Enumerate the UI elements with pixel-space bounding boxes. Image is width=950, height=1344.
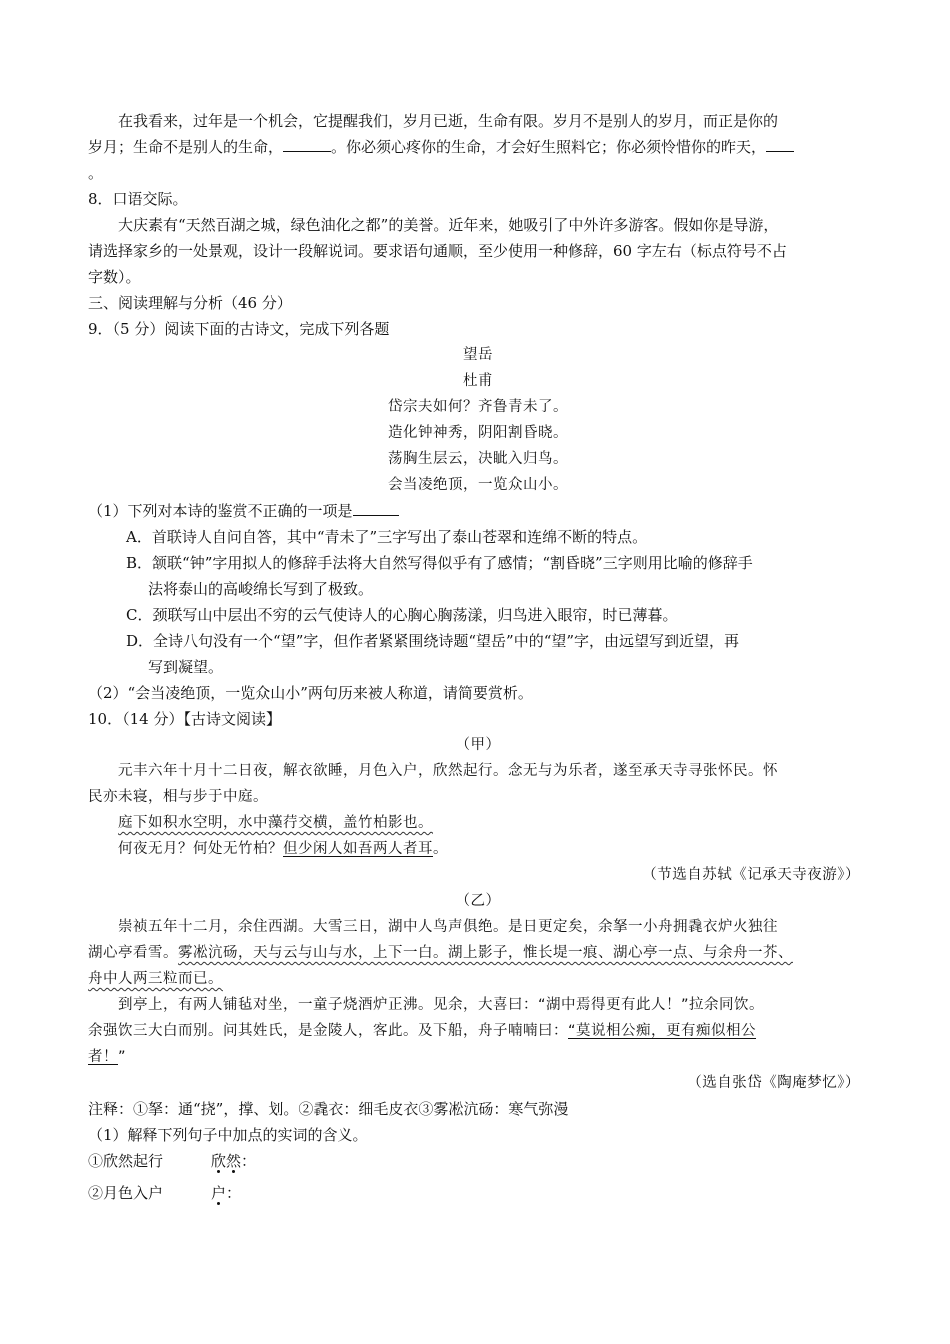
poem-title: 望岳 (463, 347, 493, 363)
text-line (88, 966, 868, 992)
option-d[interactable]: D．全诗八句没有一个“望”字，但作者紧紧围绕诗题“望岳”中的“望”字，由远望写到近望，再 (126, 632, 740, 650)
underlined-text: “莫说相公痴，更有痴似相公 (568, 1023, 757, 1039)
question-heading: 10．（14 分）【古诗文阅读】 (88, 710, 281, 728)
text-line: 字数）。 (88, 268, 141, 286)
question-heading: 9．（5 分）阅读下面的古诗文，完成下列各题 (88, 320, 390, 338)
dotted-char: 然 (226, 1152, 242, 1170)
annotation-note: 注释：①拏：通“挠”，撑、划。②毳衣：细毛皮衣③雾凇沆砀：寒气弥漫 (88, 1100, 569, 1118)
text-line: 元丰六年十月十二日夜，解衣欲睡，月色入户，欣然起行。念无与为乐者，遂至承天寺寻张怀民。怀 (118, 763, 778, 779)
text-span: ①欣然起行 (88, 1152, 164, 1170)
wavy-underlined-text: 庭下如积水空明，水中藻荇交横，盖竹柏影也。 (118, 815, 433, 831)
text-span: ” (118, 1049, 127, 1065)
answer-blank[interactable] (766, 134, 794, 152)
answer-blank[interactable] (283, 134, 331, 152)
option-a[interactable]: A．首联诗人自问自答，其中“青未了”三字写出了泰山苍翠和连绵不断的特点。 (126, 528, 648, 546)
section-heading: 三、阅读理解与分析（46 分） (88, 294, 292, 312)
wavy-underlined-text: 雾凇沆砀，天与云与山与水，上下一白。湖上影子，惟长堤一痕、湖心亭一点、与余舟一芥、 (178, 945, 793, 961)
vocab-item (88, 1148, 868, 1174)
poem-line: 造化钟神秀，阴阳割昏晓。 (388, 425, 568, 441)
text-span: 岁月；生命不是别人的生命， (88, 138, 284, 156)
text-span: ： (226, 1184, 242, 1202)
sub-question: （2）“会当凌绝顶，一览众山小”两句历来被人称道，请简要赏析。 (88, 684, 533, 702)
text-span: 余强饮三大白而别。问其姓氏，是金陵人，客此。及下船，舟子喃喃曰： (88, 1023, 568, 1039)
underlined-text: 但少闲人如吾两人者耳 (283, 841, 433, 857)
poem-line: 会当凌绝顶，一览众山小。 (388, 477, 568, 493)
text-line (88, 1018, 868, 1044)
passage-label: （甲） (455, 737, 501, 753)
text-span: 何夜无月？何处无竹柏？ (118, 841, 283, 857)
text-line: 请选择家乡的一处景观，设计一段解说词。要求语句通顺，至少使用一种修辞，60 字左右（标点符号不占 (88, 242, 787, 260)
text-line (88, 836, 868, 862)
source-citation: （节选自苏轼《记承天寺夜游》） (642, 867, 860, 883)
text-span: （1）下列对本诗的鉴赏不正确的一项是 (88, 502, 353, 520)
question-heading: 8．口语交际。 (88, 190, 188, 208)
text-line: 民亦未寝，相与步于中庭。 (88, 789, 268, 805)
text-line: 到亭上，有两人铺毡对坐，一童子烧酒炉正沸。见余，大喜曰：“湖中焉得更有此人！”拉余同饮。 (118, 997, 765, 1013)
poem-line: 荡胸生层云，决眦入归鸟。 (388, 451, 568, 467)
sub-question: （1）解释下列句子中加点的实词的含义。 (88, 1126, 368, 1144)
option-b-cont: 法将泰山的高峻绵长写到了极致。 (148, 580, 374, 598)
source-citation: （选自张岱《陶庵梦忆》） (687, 1075, 860, 1091)
exam-page (88, 108, 868, 1206)
vocab-item (88, 1180, 868, 1206)
dotted-char: 户 (211, 1184, 227, 1202)
text-span: 湖心亭看雪。 (88, 945, 178, 961)
text-line (88, 810, 868, 836)
text-line (88, 134, 868, 160)
text-line: 大庆素有“天然百湖之城，绿色油化之都”的美誉。近年来，她吸引了中外许多游客。假如你是导游， (118, 216, 779, 234)
text-span: ： (241, 1152, 257, 1170)
text-span: 。你必须心疼你的生命，才会好生照料它；你必须怜惜你的昨天， (331, 138, 767, 156)
text-line (88, 940, 868, 966)
wavy-underlined-text: 舟中人两三粒而已。 (88, 971, 223, 987)
passage-label: （乙） (455, 893, 501, 909)
text-line: 崇祯五年十二月，余住西湖。大雪三日，湖中人鸟声俱绝。是日更定矣，余拏一小舟拥毳衣炉火独往 (118, 919, 778, 935)
text-span: ②月色入户 (88, 1184, 164, 1202)
option-c[interactable]: C．颈联写山中层出不穷的云气使诗人的心胸心胸荡漾，归鸟进入眼帘，时已薄暮。 (126, 606, 678, 624)
answer-blank[interactable] (353, 498, 399, 516)
option-d-cont: 写到凝望。 (148, 658, 224, 676)
text-line: 。 (88, 164, 104, 182)
text-span: 。 (433, 841, 448, 857)
option-b[interactable]: B．颔联“钟”字用拟人的修辞手法将大自然写得似乎有了感情；“割昏晓”三字则用比喻的修辞手 (126, 554, 753, 572)
sub-question (88, 498, 868, 524)
text-line: 在我看来，过年是一个机会，它提醒我们，岁月已逝，生命有限。岁月不是别人的岁月，而正是你的 (118, 112, 779, 130)
text-line (88, 1044, 868, 1070)
poem-author: 杜甫 (463, 373, 493, 389)
dotted-char: 欣 (211, 1152, 227, 1170)
underlined-text: 者！ (88, 1049, 118, 1065)
poem-line: 岱宗夫如何？齐鲁青未了。 (388, 399, 568, 415)
